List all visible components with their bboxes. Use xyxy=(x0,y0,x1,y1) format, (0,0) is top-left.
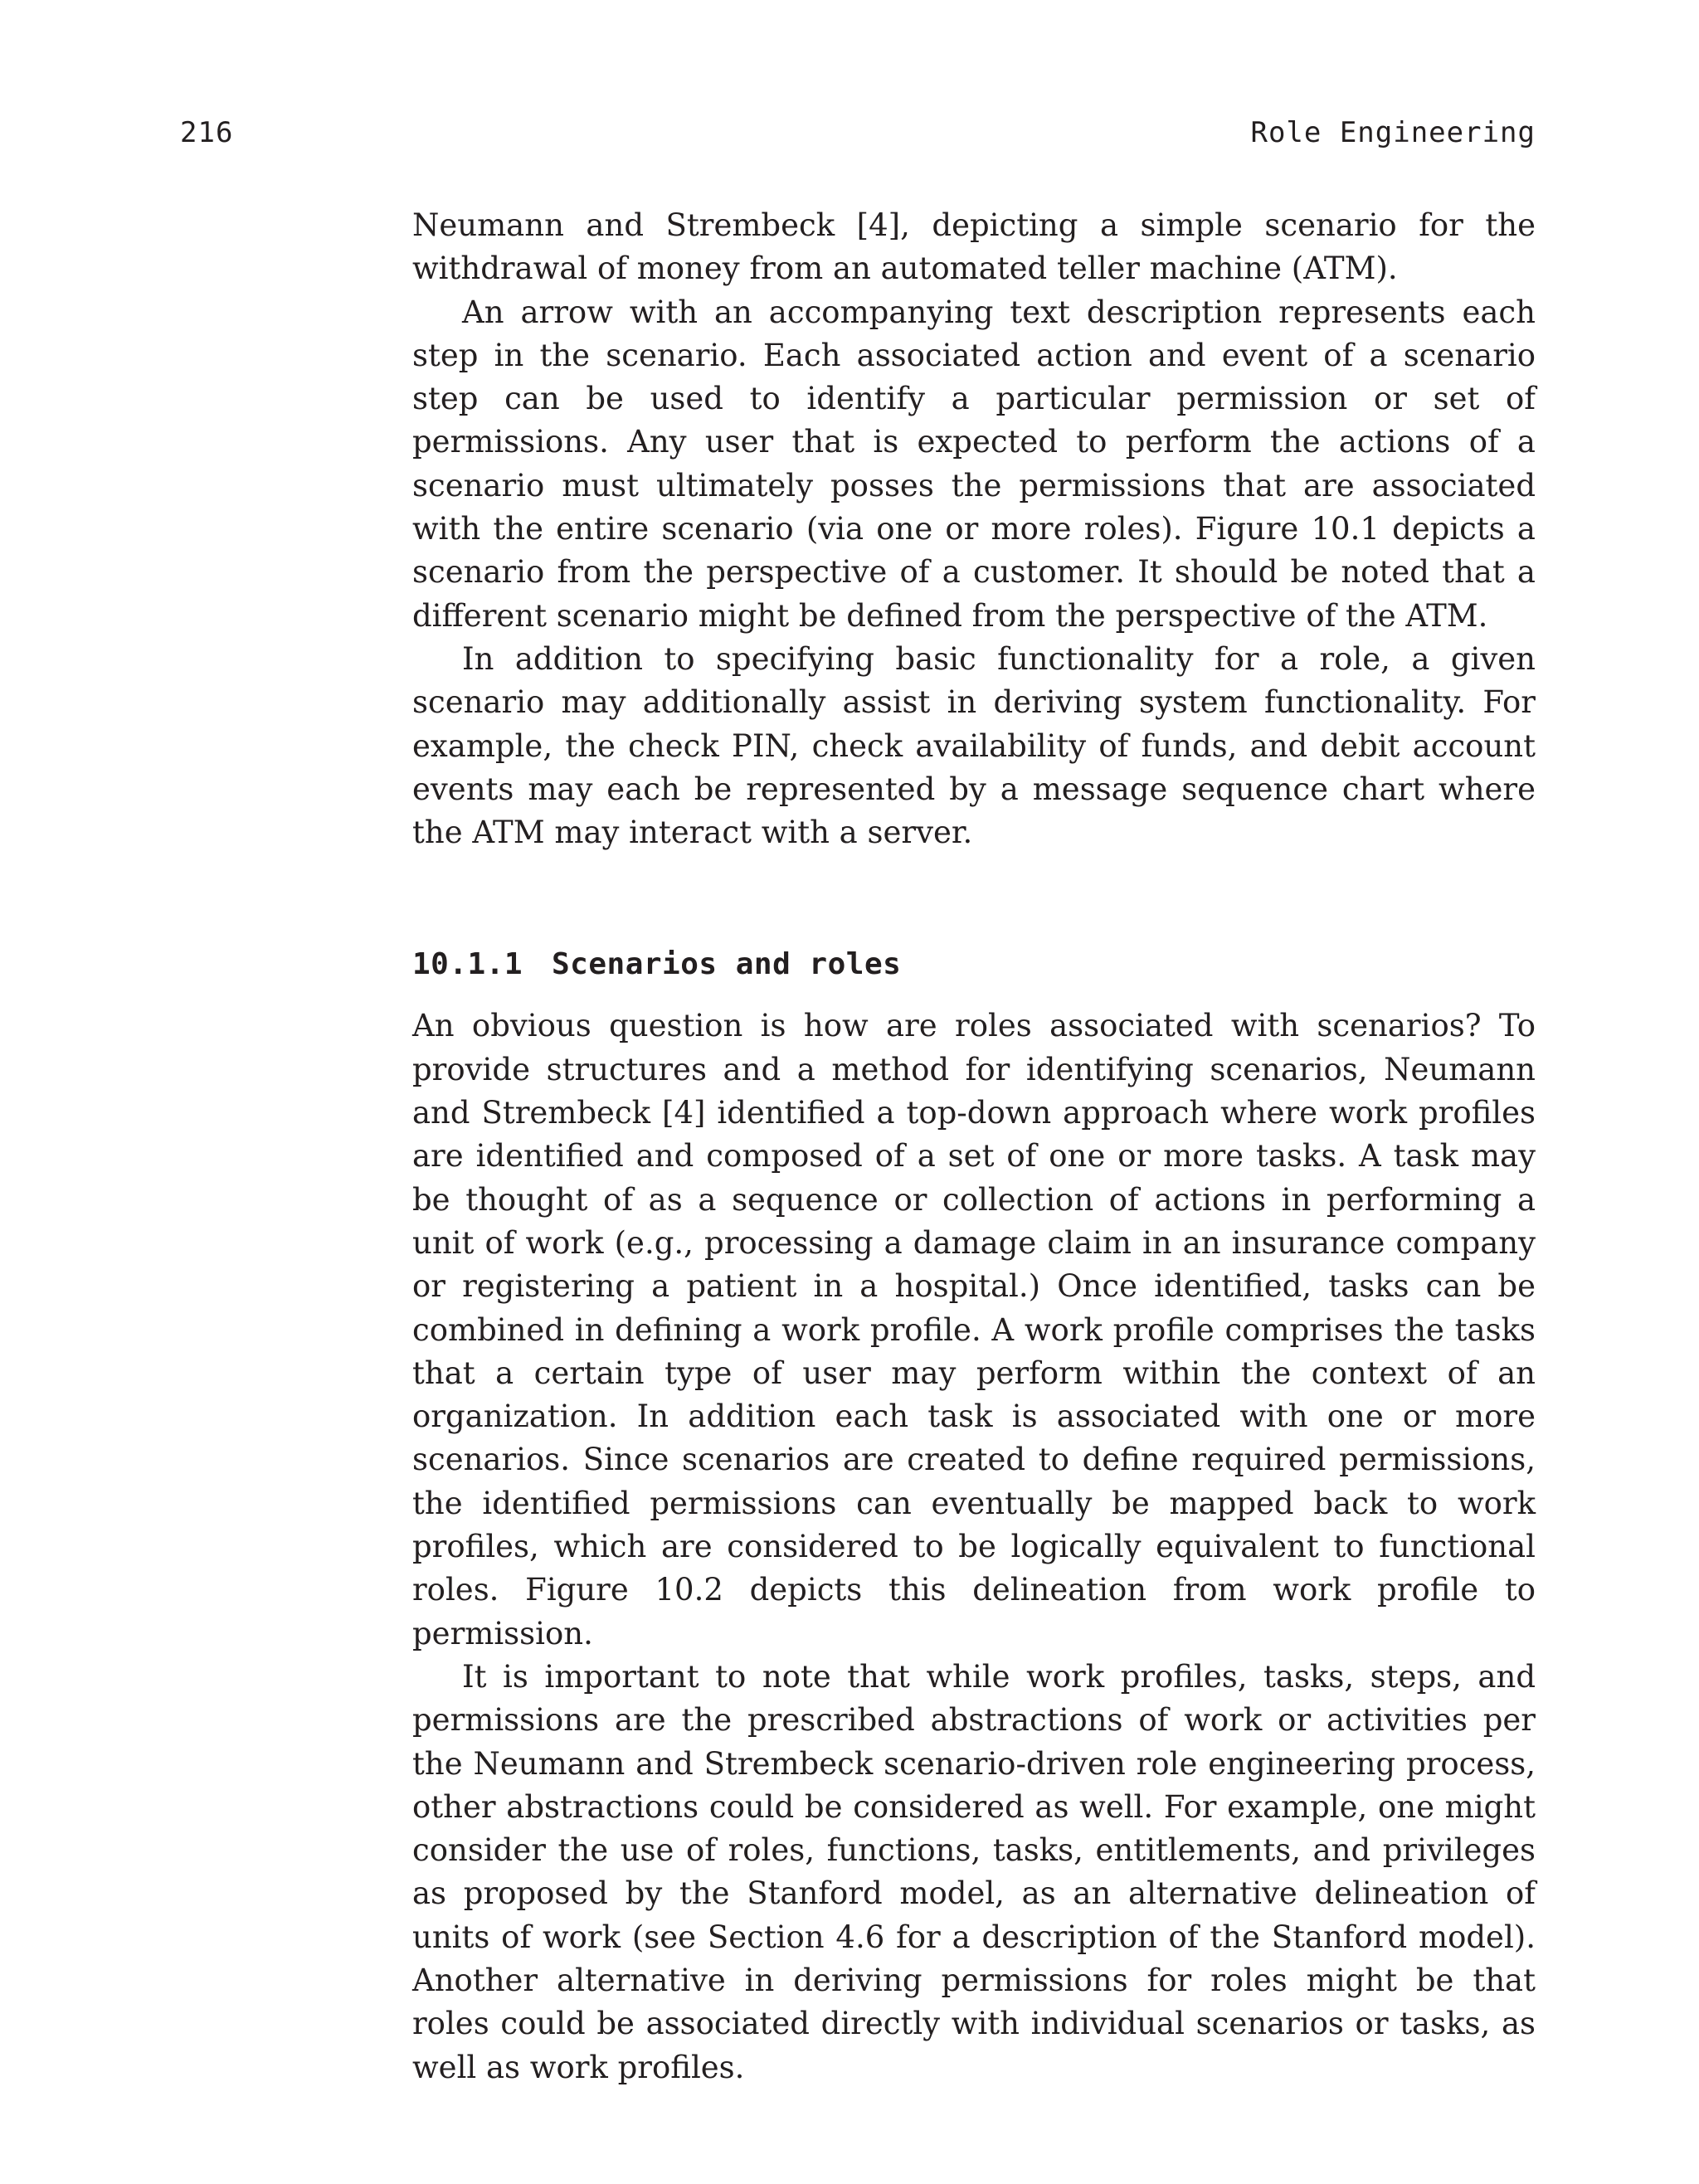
page-number: 216 xyxy=(180,116,234,149)
paragraph-scenario-steps: An arrow with an accompanying text description represents each step in the scenario. Each associated action and event of a scenario step can be used to identify a particular permission or set of permissions. Any user that is expected to perform the actions of a scenario must ultimately posses the permissions that are associated with the entire scenario (via one or more roles). Figure 10.1 depicts a scenario from the perspective of a customer. It should be noted that a different scenario might be defined from the perspective of the ATM. xyxy=(412,294,1536,634)
paragraph-system-functionality: In addition to specifying basic functionality for a role, a given scenario may additionally assist in deriving system functionality. For example, the check PIN, check availability of funds, and debit account events may each be represented by a message sequence chart where the ATM may interact with a server. xyxy=(412,640,1536,851)
paragraph-abstractions: It is important to note that while work profiles, tasks, steps, and permissions are the prescribed abstractions of work or activities per the Neumann and Strembeck scenario-driven role engineering process, other abstractions could be considered as well. For example, one might consider the use of roles, functions, tasks, entitlements, and privileges as proposed by the Stanford model, as an alternative delineation of units of work (see Section 4.6 for a description of the Stanford model). Another alternative in deriving permissions for roles might be that roles could be associated directly with individual scenarios or tasks, as well as work profiles. xyxy=(412,1658,1536,2085)
section-number: 10.1.1 xyxy=(412,947,523,982)
paragraph-continuation: Neumann and Strembeck [4], depicting a simple scenario for the withdrawal of money from an automated teller machine (ATM). xyxy=(412,207,1536,287)
body-text xyxy=(412,204,1536,2089)
section-heading xyxy=(412,943,1536,986)
chapter-title: Role Engineering xyxy=(1250,116,1536,149)
running-head xyxy=(180,116,1536,158)
paragraph-scenarios-and-roles: An obvious question is how are roles associated with scenarios? To provide structures and a method for identifying scenarios, Neumann and Strembeck [4] identified a top-down approach where work profiles are identified and composed of a set of one or more tasks. A task may be thought of as a sequence or collection of actions in performing a unit of work (e.g., processing a damage claim in an insurance company or registering a patient in a hospital.) Once identified, tasks can be combined in defining a work profile. A work profile comprises the tasks that a certain type of user may perform within the context of an organization. In addition each task is associated with one or more scenarios. Since scenarios are created to define required permissions, the identified permissions can eventually be mapped back to work profiles, which are considered to be logically equivalent to functional roles. Figure 10.2 depicts this delineation from work profile to permission. xyxy=(412,1008,1536,1651)
section-title: Scenarios and roles xyxy=(552,947,902,982)
